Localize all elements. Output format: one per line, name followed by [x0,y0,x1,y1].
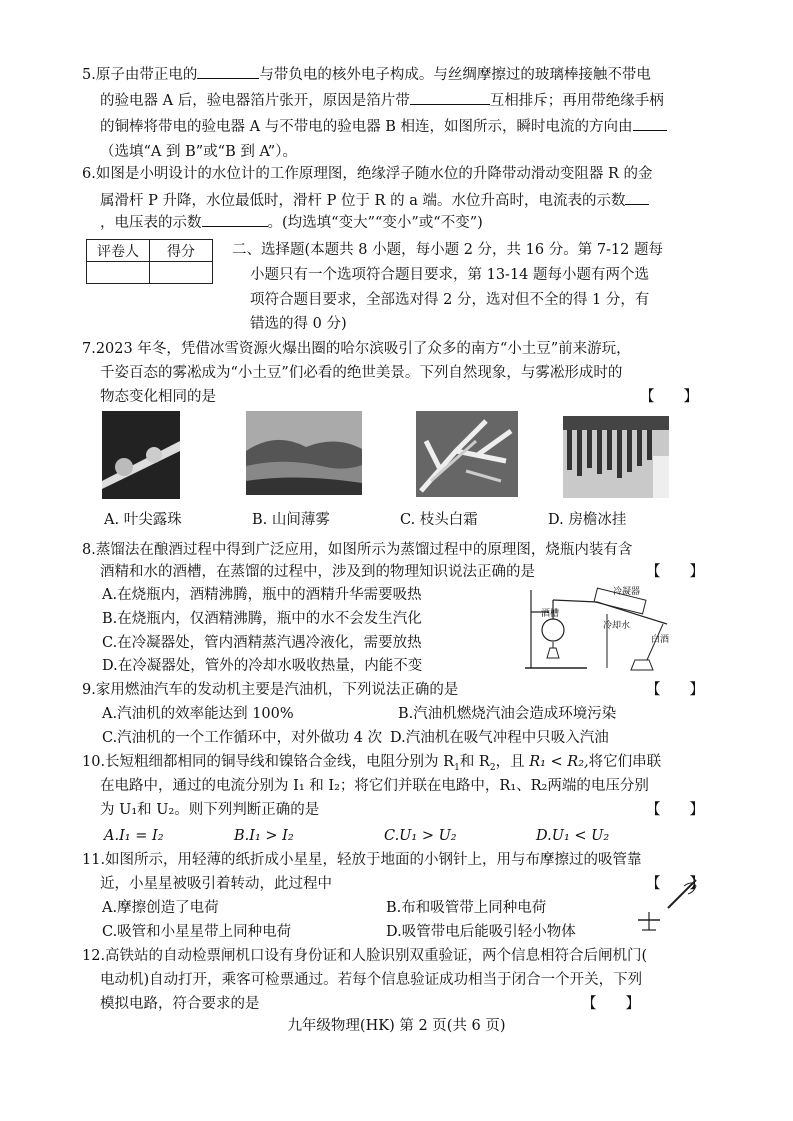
liquor-label: 白酒 [651,635,670,645]
frost-branch-photo [416,411,518,497]
straw-star-figure [634,872,698,936]
answer-blank[interactable] [625,190,649,205]
q12-line-2: 电动机)自动打开，乘客可检票通过。若每个信息验证成功相当于闭合一个开关，下列 [100,972,643,988]
q7-option-a[interactable]: A. 叶尖露珠 [104,512,182,528]
q9-option-b[interactable]: B.汽油机燃烧汽油会造成环境污染 [398,706,617,722]
q12-line-1: 12.高铁站的自动检票闸机口设有身份证和人脸识别双重验证，两个信息相符合后闸机门( [82,948,648,964]
answer-bracket[interactable]: 【 】 [646,682,704,698]
distillation-diagram [517,582,677,676]
q9-option-d[interactable]: D.汽油机在吸气冲程中只吸入汽油 [390,730,609,746]
q9-option-c[interactable]: C.汽油机的一个工作循环中，对外做功 4 次 [102,730,383,746]
q11-option-a[interactable]: A.摩擦创造了电荷 [102,900,219,916]
answer-blank[interactable] [410,90,490,105]
q10-option-b[interactable]: B.I₁ > I₂ [234,828,294,844]
q5-line-1: 5.原子由带正电的 与带负电的核外电子构成。与丝绸摩擦过的玻璃棒接触不带电 [82,64,651,85]
q11-line-1: 11.如图所示，用轻薄的纸折成小星星，轻放于地面的小钢针上，用与布摩擦过的吸管靠 [82,852,642,868]
icicle-eaves-photo [563,416,669,498]
mash-label: 酒槽 [541,609,560,619]
score-header: 得分 [150,240,213,262]
score-table [86,239,213,284]
q7-line-2: 千姿百态的雾凇成为“小土豆”们必看的绝世美景。下列自然现象，与雾凇形成时的 [100,365,623,381]
q8-line-1: 8.蒸馏法在酿酒过程中得到广泛应用，如图所示为蒸馏过程中的原理图，烧瓶内装有含 [82,542,633,558]
q11-option-b[interactable]: B.布和吸管带上同种电荷 [386,900,547,916]
q8-option-c[interactable]: C.在冷凝器处，管内酒精蒸汽遇冷液化，需要放热 [102,635,422,651]
q7-option-d[interactable]: D. 房檐冰挂 [548,512,627,528]
grader-header: 评卷人 [87,240,150,262]
q10-line-1: 10.长短粗细都相同的铜导线和镍铬合金线，电阻分别为 $R_1$和 $R_2$，且 R₁ < R₂,将它们串联 [82,754,662,773]
q8-option-d[interactable]: D.在冷凝器处，管外的冷却水吸收热量，内能不变 [102,658,423,674]
section-2-line-3: 项符合题目要求，全部选对得 2 分，选对但不全的得 1 分，有 [250,292,650,308]
q7-option-b[interactable]: B. 山间薄雾 [252,512,330,528]
q10-option-c[interactable]: C.U₁ > U₂ [384,828,457,844]
q7-option-c[interactable]: C. 枝头白霜 [400,512,478,528]
dewdrop-photo [102,411,180,499]
q11-line-2: 近，小星星被吸引着转动，此过程中 [100,876,332,892]
answer-bracket[interactable]: 【 】 [646,876,704,892]
answer-bracket[interactable]: 【 】 [646,802,704,818]
q8-line-2: 酒精和水的酒槽，在蒸馏的过程中，涉及到的物理知识说法正确的是 [100,564,535,580]
answer-blank[interactable] [633,116,667,131]
section-2-line-4: 错选的得 0 分) [250,316,347,332]
q5-line-2: 的验电器 A 后，验电器箔片张开，原因是箔片带 互相排斥；再用带绝缘手柄 [100,90,664,111]
q11-option-d[interactable]: D.吸管带电后能吸引轻小物体 [386,924,576,940]
grader-cell[interactable] [87,262,150,284]
q9-option-a[interactable]: A.汽油机的效率能达到 100% [102,706,294,722]
cooling-water-label: 冷却水 [603,621,631,631]
section-2-header: 二、选择题(本题共 8 小题，每小题 2 分，共 16 分。第 7-12 题每 [232,242,664,258]
q6-line-1: 6.如图是小明设计的水位计的工作原理图，绝缘浮子随水位的升降带动滑动变阻器 R 的金 [82,166,653,182]
section-2-line-2: 小题只有一个选项符合题目要求，第 13-14 题每小题有两个选 [250,267,650,283]
q9-line-1: 9.家用燃油汽车的发动机主要是汽油机，下列说法正确的是 [82,682,459,698]
answer-bracket[interactable]: 【 】 [646,564,704,580]
q6-line-2: 属滑杆 P 升降，水位最低时，滑杆 P 位于 R 的 a 端。水位升高时，电流表的示数 [100,190,649,211]
condenser-label: 冷凝器 [613,587,641,597]
page-footer: 九年级物理(HK) 第 2 页(共 6 页) [287,1018,506,1034]
q10-option-a[interactable]: A.I₁ = I₂ [104,828,164,844]
q10-line-3: 为 U₁和 U₂。则下列判断正确的是 [100,802,320,818]
q12-line-3: 模拟电路，符合要求的是 [100,996,260,1012]
answer-blank[interactable] [202,212,268,227]
mountain-mist-photo [246,411,362,495]
q7-line-3: 物态变化相同的是 [100,389,216,405]
q10-line-2: 在电路中，通过的电流分别为 I₁ 和 I₂；将它们并联在电路中，R₁、R₂两端的电压分别 [100,778,649,794]
q11-option-c[interactable]: C.吸管和小星星带上同种电荷 [102,924,292,940]
q8-option-b[interactable]: B.在烧瓶内，仅酒精沸腾，瓶中的水不会发生汽化 [102,611,422,627]
q8-option-a[interactable]: A.在烧瓶内，酒精沸腾，瓶中的酒精升华需要吸热 [102,587,422,603]
q6-line-3: ，电压表的示数 。(均选填“变大”“变小”或“不变”) [100,212,483,233]
q10-option-d[interactable]: D.U₁ < U₂ [536,828,610,844]
q7-line-1: 7.2023 年冬，凭借冰雪资源火爆出圈的哈尔滨吸引了众多的南方“小土豆”前来游玩， [82,341,631,357]
q5-line-4: （选填“A 到 B”或“B 到 A”）。 [100,144,297,160]
answer-bracket[interactable]: 【 】 [582,996,640,1012]
score-cell[interactable] [150,262,213,284]
q5-line-3: 的铜棒将带电的验电器 A 与不带电的验电器 B 相连，如图所示，瞬时电流的方向由 [100,116,667,137]
answer-blank[interactable] [197,64,259,79]
answer-bracket[interactable]: 【 】 [640,389,698,405]
